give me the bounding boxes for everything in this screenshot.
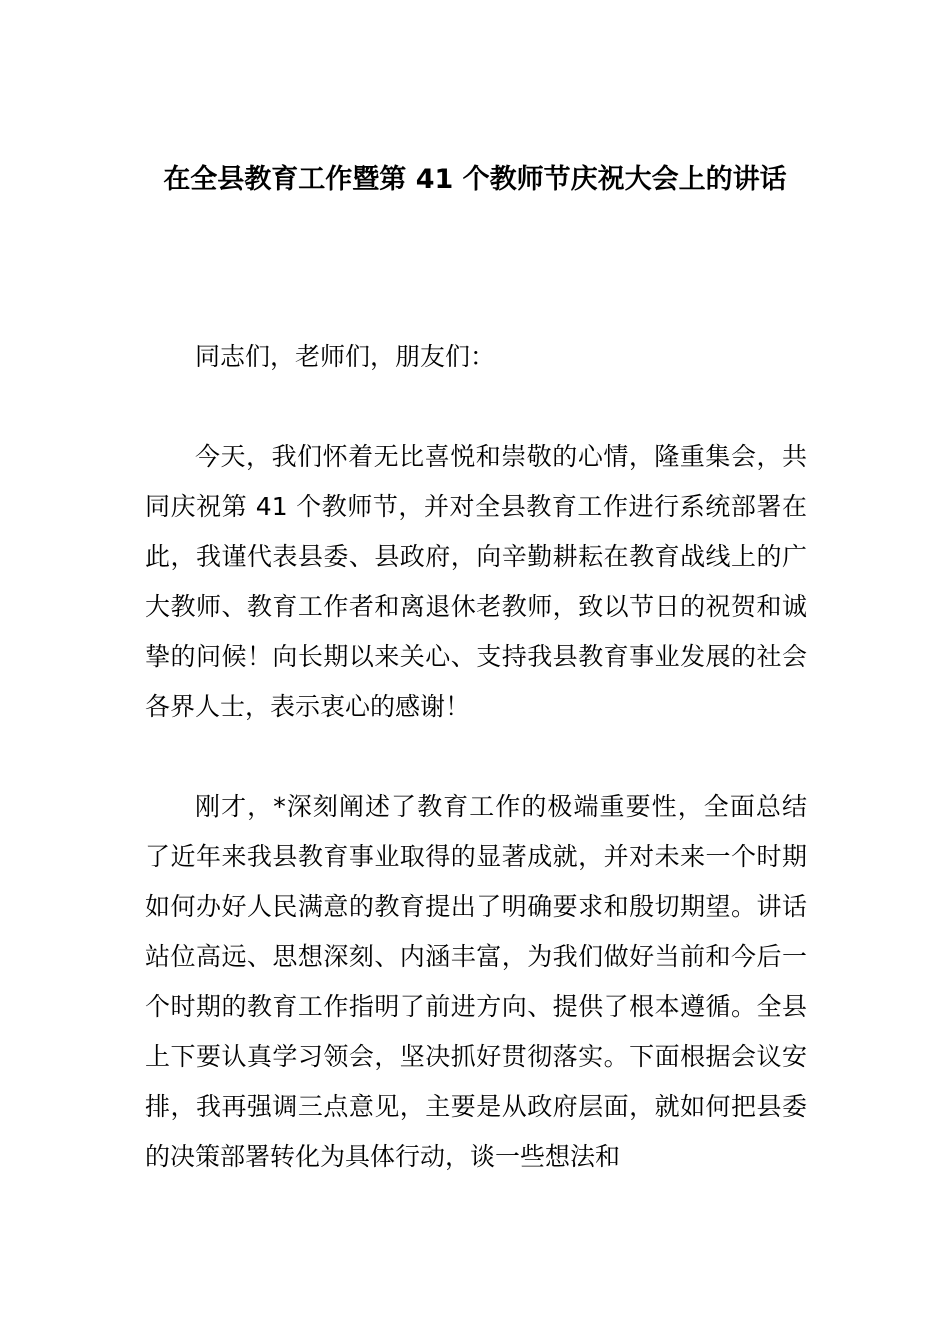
- body-paragraph-2: 刚才，*深刻阐述了教育工作的极端重要性，全面总结了近年来我县教育事业取得的显著成就，并对未来一个时期如何办好人民满意的教育提出了明确要求和殷切期望。讲话站位高远、思想深刻、内涵丰富，为我们做好当前和今后一个时期的教育工作指明了前进方向、提供了根本遵循。全县上下要认真学习领会，坚决抓好贯彻落实。下面根据会议安排，我再强调三点意见，主要是从政府层面，就如何把县委的决策部署转化为具体行动，谈一些想法和: [145, 792, 807, 1171]
- body-paragraph-1: 今天，我们怀着无比喜悦和崇敬的心情，隆重集会，共同庆祝第 41 个教师节，并对全县教育工作进行系统部署在此，我谨代表县委、县政府，向辛勤耕耘在教育战线上的广大教师、教育工作者和离退休老教师，致以节日的祝贺和诚挚的问候！向长期以来关心、支持我县教育事业发展的社会各界人士，表示衷心的感谢！: [145, 442, 807, 721]
- greeting-paragraph: 同志们，老师们，朋友们：: [195, 342, 496, 371]
- document-title: 在全县教育工作暨第 41 个教师节庆祝大会上的讲话: [163, 164, 787, 195]
